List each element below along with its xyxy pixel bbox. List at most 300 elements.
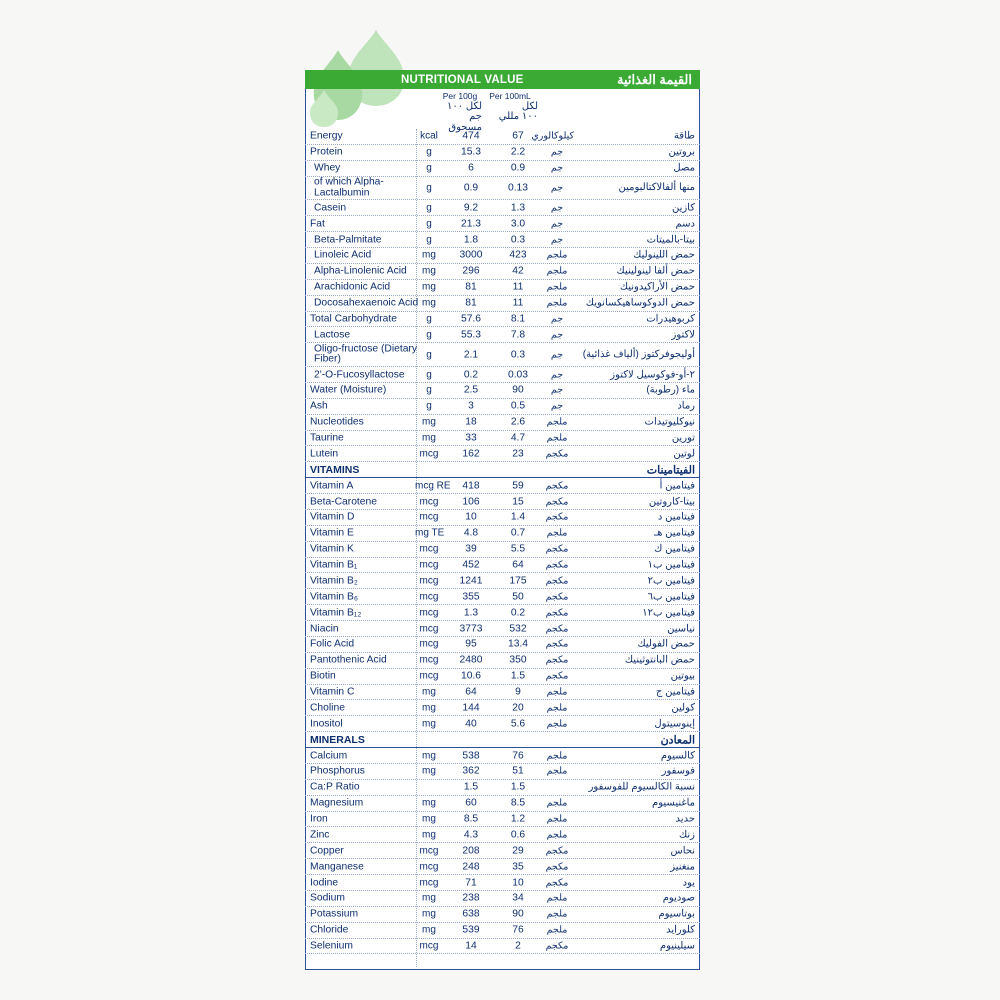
- value-per-100g: 55.3: [460, 329, 482, 341]
- value-per-100ml: 20: [512, 702, 524, 714]
- nutrient-name-en: Niacin: [310, 623, 339, 635]
- value-per-100ml: 90: [512, 908, 524, 920]
- nutrient-row: [305, 891, 700, 907]
- unit-en: g: [426, 400, 432, 412]
- value-per-100ml: 0.9: [510, 162, 526, 174]
- unit-ar: مكجم: [545, 877, 569, 889]
- value-per-100ml: 0.03: [507, 369, 529, 381]
- unit-ar: مكجم: [545, 591, 569, 603]
- value-per-100g: 362: [462, 765, 480, 777]
- unit-ar: ملجم: [546, 908, 568, 920]
- unit-ar: مكجم: [545, 559, 569, 571]
- unit-ar: مكجم: [545, 654, 569, 666]
- nutrient-row: [305, 177, 700, 201]
- nutrient-name-en: Manganese: [310, 861, 364, 873]
- col2-arabic-2: ١٠٠ مللي: [498, 111, 538, 122]
- value-per-100ml: 4.7: [510, 432, 526, 444]
- nutrient-name-ar: فيتامين ب١: [647, 559, 695, 571]
- nutrient-name-ar: حمض اللينوليك: [633, 249, 695, 261]
- unit-ar: جم: [550, 218, 564, 230]
- title-english: NUTRITIONAL VALUE: [401, 73, 524, 86]
- unit-en: mg: [422, 892, 436, 904]
- value-per-100ml: 1.3: [510, 202, 526, 214]
- nutrient-row: [305, 296, 700, 312]
- value-per-100ml: 13.4: [507, 638, 529, 650]
- nutrient-name-ar: فيتامين ب٢: [647, 575, 695, 587]
- value-per-100ml: 50: [512, 591, 524, 603]
- value-per-100ml: 0.7: [510, 527, 526, 539]
- unit-ar: ملجم: [546, 249, 568, 261]
- unit-en: g: [426, 162, 432, 174]
- nutrient-row: [305, 264, 700, 280]
- unit-en: mcg: [419, 511, 439, 523]
- nutrient-row: [305, 129, 700, 145]
- nutrient-name-en: Alpha-Linolenic Acid: [314, 265, 407, 277]
- unit-ar: كيلوكالوري: [531, 130, 574, 142]
- value-per-100g: 18: [465, 416, 477, 428]
- nutrient-row: [305, 780, 700, 796]
- nutrient-row: [305, 399, 700, 415]
- unit-ar: مكجم: [545, 623, 569, 635]
- value-per-100ml: 64: [512, 559, 524, 571]
- nutrient-name-ar: كربوهيدرات: [646, 313, 695, 325]
- nutrient-row: [305, 939, 700, 955]
- unit-ar: ملجم: [546, 432, 568, 444]
- nutrient-name-en: Total Carbohydrate: [310, 313, 398, 325]
- value-per-100ml: 67: [512, 130, 524, 142]
- value-per-100ml: 9: [515, 686, 521, 698]
- nutrient-name-ar: حمض الفوليك: [637, 638, 695, 650]
- nutrient-row: [305, 637, 700, 653]
- unit-ar: ملجم: [546, 718, 568, 730]
- unit-en: mg: [422, 829, 436, 841]
- nutrient-name-ar: فيتامين ب٦: [647, 591, 695, 603]
- value-per-100g: 3773: [459, 623, 483, 635]
- nutrient-name-ar: حمض ألفا لينولينيك: [616, 265, 695, 277]
- nutrient-row: [305, 558, 700, 574]
- value-per-100g: 81: [465, 297, 477, 309]
- nutrient-name-ar: طاقة: [673, 130, 695, 142]
- unit-ar: جم: [550, 313, 564, 325]
- value-per-100ml: 2.6: [510, 416, 526, 428]
- nutrient-name-en: Vitamin C: [310, 686, 355, 698]
- unit-en: mg: [422, 265, 436, 277]
- nutrient-name-en: Protein: [310, 146, 343, 158]
- unit-ar: مكجم: [545, 480, 569, 492]
- value-per-100g: 64: [465, 686, 477, 698]
- nutrient-name-ar: دسم: [675, 218, 695, 230]
- unit-ar: ملجم: [546, 265, 568, 277]
- unit-en: mcg: [419, 877, 439, 889]
- section-title-ar: المعادن: [660, 734, 695, 747]
- nutrient-name-en: Chloride: [310, 924, 349, 936]
- nutrient-name-ar: صوديوم: [662, 892, 695, 904]
- value-per-100ml: 11: [512, 281, 524, 293]
- value-per-100g: 1241: [459, 575, 483, 587]
- unit-en: mg: [422, 813, 436, 825]
- unit-ar: مكجم: [545, 575, 569, 587]
- nutrient-name-ar: حمض البانتوثينيك: [624, 654, 695, 666]
- unit-en: mg: [422, 249, 436, 261]
- nutrient-row: [305, 621, 700, 637]
- unit-en: mg: [422, 702, 436, 714]
- value-per-100ml: 0.3: [510, 234, 526, 246]
- nutrient-name-ar: تورين: [671, 432, 695, 444]
- nutrient-name-ar: مصل: [673, 162, 695, 174]
- value-per-100ml: 8.1: [510, 313, 526, 325]
- nutrient-name-ar: فيتامين ك: [654, 543, 695, 555]
- nutrient-name-ar: منغنيز: [670, 861, 695, 873]
- nutrient-name-ar: حديد: [675, 813, 695, 825]
- nutrient-row: [305, 653, 700, 669]
- value-per-100g: 4.8: [463, 527, 479, 539]
- value-per-100g: 238: [462, 892, 480, 904]
- value-per-100ml: 90: [512, 384, 524, 396]
- nutrient-name-ar: أوليجوفركتوز (ألياف غذائية): [582, 348, 695, 360]
- unit-en: mcg: [419, 591, 439, 603]
- unit-ar: ملجم: [546, 797, 568, 809]
- unit-en: mcg: [419, 845, 439, 857]
- nutrient-name-en: Vitamin B₁₂: [310, 607, 362, 619]
- value-per-100ml: 11: [512, 297, 524, 309]
- value-per-100g: 355: [462, 591, 480, 603]
- unit-en: mg: [422, 765, 436, 777]
- unit-ar: جم: [550, 182, 564, 194]
- nutrient-name-ar: يود: [682, 877, 695, 889]
- nutrient-name-en: Selenium: [310, 940, 353, 952]
- nutrient-name-en: Vitamin E: [310, 527, 354, 539]
- value-per-100ml: 23: [512, 448, 524, 460]
- nutrient-name-en: of which Alpha-Lactalbumin: [314, 176, 384, 199]
- value-per-100g: 21.3: [460, 218, 482, 230]
- unit-en: mcg: [419, 623, 439, 635]
- unit-en: mg: [422, 750, 436, 762]
- nutrient-name-ar: رماد: [677, 400, 695, 412]
- value-per-100g: 208: [462, 845, 480, 857]
- unit-en: g: [426, 234, 432, 246]
- unit-en: mg: [422, 908, 436, 920]
- unit-ar: ملجم: [546, 924, 568, 936]
- nutrient-name-ar: حمض الدوكوساهيكسانويك: [585, 297, 695, 309]
- unit-en: mcg: [419, 654, 439, 666]
- nutrient-row: [305, 859, 700, 875]
- value-per-100ml: 7.8: [510, 329, 526, 341]
- nutrient-name-en: Fat: [310, 218, 325, 230]
- nutrient-name-en: Casein: [314, 202, 347, 214]
- nutrient-name-en: Calcium: [310, 750, 348, 762]
- nutrient-name-en: Taurine: [310, 432, 344, 444]
- nutrient-name-ar: نحاس: [670, 845, 695, 857]
- nutrient-name-ar: نياسين: [667, 623, 695, 635]
- nutrient-row: [305, 700, 700, 716]
- col1-arabic-1: لكل ١٠٠ جم: [446, 100, 482, 122]
- value-per-100g: 57.6: [460, 313, 482, 325]
- unit-ar: مكجم: [545, 511, 569, 523]
- nutrient-name-ar: زنك: [678, 829, 695, 841]
- value-per-100g: 40: [465, 718, 477, 730]
- nutrient-name-ar: فيتامين ب١٢: [642, 607, 695, 619]
- nutrient-name-en: Energy: [310, 130, 343, 142]
- unit-en: g: [426, 218, 432, 230]
- nutrient-row: [305, 589, 700, 605]
- nutrient-row: [305, 216, 700, 232]
- nutrient-row: [305, 312, 700, 328]
- nutrient-name-ar: كلورايد: [666, 924, 695, 936]
- value-per-100ml: 1.4: [510, 511, 526, 523]
- nutrient-name-en: Magnesium: [310, 797, 364, 809]
- nutrient-name-en: Potassium: [310, 908, 359, 920]
- col1-arabic-2: مسحوق: [448, 121, 482, 133]
- unit-en: mcg: [419, 496, 439, 508]
- nutrient-name-ar: سيلينيوم: [659, 940, 695, 952]
- value-per-100g: 14: [465, 940, 477, 952]
- nutrient-row: [305, 327, 700, 343]
- value-per-100ml: 350: [509, 654, 527, 666]
- unit-ar: مكجم: [545, 940, 569, 952]
- unit-ar: مكجم: [545, 861, 569, 873]
- unit-ar: جم: [550, 146, 564, 158]
- unit-ar: جم: [550, 234, 564, 246]
- unit-en: mcg: [419, 559, 439, 571]
- unit-en: mcg: [419, 543, 439, 555]
- value-per-100ml: 0.5: [510, 400, 526, 412]
- unit-en: g: [426, 202, 432, 214]
- value-per-100ml: 10: [512, 877, 524, 889]
- unit-en: mcg RE: [415, 480, 451, 492]
- nutrient-name-en: Zinc: [310, 829, 330, 841]
- nutrient-row: [305, 542, 700, 558]
- unit-ar: ملجم: [546, 281, 568, 293]
- unit-en: mg: [422, 416, 436, 428]
- nutrient-name-ar: نسبة الكالسيوم للفوسفور: [588, 781, 695, 793]
- unit-ar: جم: [550, 369, 564, 381]
- nutrient-name-en: Linoleic Acid: [314, 249, 372, 261]
- nutrient-name-ar: لوتين: [673, 448, 695, 460]
- unit-en: mg: [422, 432, 436, 444]
- unit-ar: ملجم: [546, 765, 568, 777]
- value-per-100g: 539: [462, 924, 480, 936]
- unit-en: kcal: [420, 130, 438, 142]
- nutrient-row: [305, 827, 700, 843]
- value-per-100ml: 5.6: [510, 718, 526, 730]
- section-title-ar: الفيتامينات: [646, 464, 695, 477]
- value-per-100ml: 0.2: [510, 607, 526, 619]
- value-per-100g: 162: [462, 448, 480, 460]
- value-per-100g: 2.5: [463, 384, 479, 396]
- nutrient-row: [305, 478, 700, 494]
- value-per-100ml: 29: [512, 845, 524, 857]
- nutrient-name-ar: نيوكليوتيدات: [644, 416, 695, 428]
- unit-ar: جم: [550, 162, 564, 174]
- nutrient-name-en: Vitamin D: [310, 511, 355, 523]
- value-per-100ml: 0.3: [510, 349, 526, 361]
- value-per-100ml: 0.13: [507, 182, 529, 194]
- nutrient-name-en: Ca:P Ratio: [310, 781, 360, 793]
- nutrient-name-en: Water (Moisture): [310, 384, 387, 396]
- value-per-100ml: 0.6: [510, 829, 526, 841]
- nutrient-name-en: Lutein: [310, 448, 339, 460]
- unit-ar: جم: [550, 202, 564, 214]
- value-per-100ml: 35: [512, 861, 524, 873]
- value-per-100ml: 2: [515, 940, 521, 952]
- value-per-100ml: 5.5: [510, 543, 526, 555]
- unit-ar: ملجم: [546, 416, 568, 428]
- nutrient-name-en: Vitamin B₁: [310, 559, 358, 571]
- nutrient-row: [305, 526, 700, 542]
- nutrient-row: [305, 280, 700, 296]
- nutrient-name-en: Nucleotides: [310, 416, 364, 428]
- value-per-100ml: 76: [512, 924, 524, 936]
- nutrient-name-ar: ماغنيسيوم: [652, 797, 695, 809]
- nutrient-row: [305, 669, 700, 685]
- value-per-100g: 95: [465, 638, 477, 650]
- nutrient-name-en: Vitamin B₆: [310, 591, 359, 603]
- unit-en: mcg: [419, 861, 439, 873]
- col1-english: Per 100g: [442, 91, 478, 101]
- unit-en: g: [426, 146, 432, 158]
- nutrient-name-ar: ٢-أو-فوكوسيل لاكتوز: [610, 369, 695, 381]
- nutrient-row: [305, 796, 700, 812]
- value-per-100g: 9.2: [463, 202, 479, 214]
- unit-en: mg: [422, 281, 436, 293]
- nutrient-row: [305, 605, 700, 621]
- nutrient-row: [305, 383, 700, 399]
- nutrient-name-en: Vitamin A: [310, 480, 354, 492]
- unit-ar: جم: [550, 400, 564, 412]
- value-per-100g: 39: [465, 543, 477, 555]
- nutrient-row: [305, 431, 700, 447]
- value-per-100ml: 423: [509, 249, 527, 261]
- nutrient-name-en: Phosphorus: [310, 765, 365, 777]
- unit-ar: مكجم: [545, 496, 569, 508]
- title-arabic: القيمة الغذائية: [617, 71, 692, 87]
- unit-ar: ملجم: [546, 297, 568, 309]
- nutrient-name-en: Arachidonic Acid: [314, 281, 391, 293]
- value-per-100g: 2480: [459, 654, 483, 666]
- unit-en: mcg: [419, 607, 439, 619]
- nutrient-name-ar: حمض الأراكيدونيك: [619, 281, 695, 293]
- value-per-100ml: 42: [512, 265, 524, 277]
- value-per-100g: 1.8: [463, 234, 479, 246]
- value-per-100g: 0.9: [463, 182, 479, 194]
- nutrient-name-ar: إينوسيتول: [654, 718, 695, 730]
- unit-en: g: [426, 384, 432, 396]
- unit-en: mg: [422, 297, 436, 309]
- value-per-100g: 15.3: [460, 146, 482, 158]
- value-per-100g: 106: [462, 496, 480, 508]
- section-title-en: MINERALS: [310, 733, 365, 746]
- value-per-100ml: 59: [512, 480, 524, 492]
- value-per-100g: 10: [465, 511, 477, 523]
- value-per-100g: 474: [462, 130, 480, 142]
- unit-ar: ملجم: [546, 702, 568, 714]
- value-per-100ml: 15: [512, 496, 524, 508]
- nutrient-name-ar: كولين: [671, 702, 695, 714]
- nutrient-name-ar: بيوتين: [670, 670, 695, 682]
- nutrient-row: [305, 764, 700, 780]
- value-per-100g: 538: [462, 750, 480, 762]
- nutrient-name-en: Copper: [310, 845, 344, 857]
- nutrient-row: [305, 161, 700, 177]
- nutrient-row: [305, 748, 700, 764]
- unit-ar: ملجم: [546, 892, 568, 904]
- unit-ar: جم: [550, 384, 564, 396]
- value-per-100g: 1.5: [463, 781, 479, 793]
- unit-ar: ملجم: [546, 813, 568, 825]
- nutrient-name-en: Biotin: [310, 670, 336, 682]
- section-title-en: VITAMINS: [310, 463, 360, 476]
- unit-ar: ملجم: [546, 750, 568, 762]
- col-per-100g-header: [438, 91, 482, 133]
- value-per-100g: 418: [462, 480, 480, 492]
- value-per-100g: 6: [468, 162, 474, 174]
- nutrient-name-ar: فوسفور: [661, 765, 695, 777]
- value-per-100g: 33: [465, 432, 477, 444]
- value-per-100g: 3: [468, 400, 474, 412]
- unit-en: mcg: [419, 575, 439, 587]
- col2-english: Per 100mL: [489, 91, 531, 101]
- value-per-100g: 3000: [459, 249, 483, 261]
- nutrient-name-en: Choline: [310, 702, 345, 714]
- unit-en: g: [426, 329, 432, 341]
- nutrient-name-en: Lactose: [314, 329, 351, 341]
- nutrient-row: [305, 875, 700, 891]
- unit-en: g: [426, 182, 432, 194]
- value-per-100g: 81: [465, 281, 477, 293]
- nutrient-name-ar: منها ألفالاكتالبومين: [618, 181, 695, 193]
- nutrient-name-ar: فيتامين أ: [659, 480, 695, 492]
- unit-ar: ملجم: [546, 527, 568, 539]
- value-per-100ml: 1.2: [510, 813, 526, 825]
- nutrient-name-en: Vitamin K: [310, 543, 354, 555]
- unit-ar: ملجم: [546, 829, 568, 841]
- nutrient-name-en: Iodine: [310, 877, 339, 889]
- value-per-100g: 144: [462, 702, 480, 714]
- value-per-100ml: 8.5: [510, 797, 526, 809]
- unit-ar: مكجم: [545, 448, 569, 460]
- nutrient-row: [305, 343, 700, 367]
- nutrient-name-en: Beta-Carotene: [310, 496, 377, 508]
- unit-ar: مكجم: [545, 607, 569, 619]
- nutrient-row: [305, 145, 700, 161]
- col-per-100ml-header: [482, 91, 538, 123]
- unit-ar: مكجم: [545, 543, 569, 555]
- unit-en: g: [426, 349, 432, 361]
- nutrient-name-ar: ماء (رطوبة): [646, 384, 695, 396]
- value-per-100ml: 1.5: [510, 670, 526, 682]
- nutrient-name-ar: فيتامين د: [657, 511, 695, 523]
- unit-ar: ملجم: [546, 686, 568, 698]
- nutrition-table: [305, 129, 700, 954]
- nutrient-row: [305, 573, 700, 589]
- value-per-100ml: 3.0: [510, 218, 526, 230]
- nutrient-name-en: Sodium: [310, 892, 345, 904]
- unit-en: mcg: [419, 940, 439, 952]
- section-header: [305, 732, 700, 748]
- unit-en: mcg: [419, 448, 439, 460]
- unit-en: mg: [422, 686, 436, 698]
- nutrient-name-en: Beta-Palmitate: [314, 234, 382, 246]
- nutrient-row: [305, 812, 700, 828]
- nutrient-row: [305, 248, 700, 264]
- nutrient-name-ar: لاكتوز: [671, 329, 695, 341]
- value-per-100g: 60: [465, 797, 477, 809]
- unit-en: mg TE: [415, 527, 445, 539]
- value-per-100g: 4.3: [463, 829, 479, 841]
- nutrient-row: [305, 685, 700, 701]
- unit-en: mg: [422, 797, 436, 809]
- nutrient-name-en: 2'-O-Fucosyllactose: [314, 369, 405, 381]
